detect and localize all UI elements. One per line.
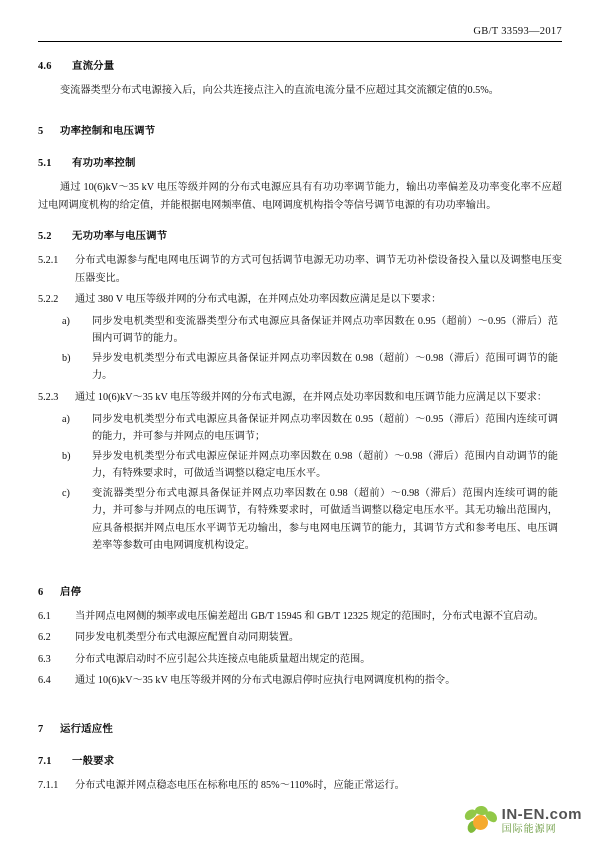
list-item-text: 变流器类型分布式电源具备保证并网点功率因数在 0.98（超前）～0.98（滞后）范围内连续可调的能力，并可参与并网点的电压调节，有特殊要求时，可做适当调整以稳定电压水平。其无功输出范围内，应具备根据并网点电压水平调节无功输出，参与电网电压调节的能力，其调节方式和参考电压、电压调差率等参数可由电网调度机构设定。 (92, 487, 558, 552)
clause-7-1-1 (38, 777, 562, 795)
clause-5-2-2 (38, 291, 562, 309)
heading-title: 运行适应性 (60, 724, 113, 736)
clause-label: 6.4 (38, 675, 51, 687)
heading-number: 6 (38, 586, 44, 598)
heading-5-1 (38, 155, 562, 173)
list-marker: a) (62, 315, 70, 327)
heading-number: 5.2 (38, 231, 52, 243)
heading-5 (38, 123, 562, 141)
clause-label: 6.1 (38, 610, 51, 622)
list-item-text: 异步发电机类型分布式电源应具备保证并网点功率因数在 0.98（超前）～0.98（滞后）范围可调节的能力。 (92, 352, 558, 382)
clause-label: 7.1.1 (38, 779, 59, 791)
paragraph-4-6: 变流器类型分布式电源接入后，向公共连接点注入的直流电流分量不应超过其交流额定值的0.5%。 (60, 84, 499, 96)
clause-6-2 (38, 629, 562, 647)
heading-number: 4.6 (38, 61, 52, 72)
clause-text: 同步发电机类型分布式电源应配置自动同期装置。 (75, 632, 300, 644)
page-header (38, 26, 562, 37)
clause-5-2-3 (38, 389, 562, 407)
heading-title: 直流分量 (72, 61, 115, 72)
header-rule (38, 41, 562, 42)
clause-5-2-1 (38, 252, 562, 287)
list-item (38, 485, 562, 555)
heading-6 (38, 584, 562, 602)
list-item-text: 同步发电机类型和变流器类型分布式电源应具备保证并网点功率因数在 0.95（超前）～0.95（滞后）范围内可调节的能力。 (92, 315, 558, 345)
standard-number: GB/T 33593—2017 (473, 26, 562, 37)
clause-6-4 (38, 672, 562, 690)
paragraph-5-1: 通过 10(6)kV～35 kV 电压等级并网的分布式电源应具有有功功率调节能力，输出功率偏差及功率变化率不应超过电网调度机构的给定值，并能根据电网频率值、电网调度机构指令等信号调节电源的有功功率输出。 (38, 182, 562, 211)
list-5-2-3 (38, 411, 562, 555)
clause-label: 6.3 (38, 653, 51, 665)
clause-text: 分布式电源并网点稳态电压在标称电压的 85%～110%时，应能正常运行。 (75, 779, 405, 791)
heading-number: 7 (38, 724, 44, 736)
clause-6-1 (38, 608, 562, 626)
list-marker: b) (62, 352, 71, 364)
heading-5-2 (38, 228, 562, 246)
document-body (38, 58, 562, 794)
heading-title: 启停 (60, 586, 82, 598)
list-item (38, 411, 562, 446)
clause-label: 6.2 (38, 632, 51, 644)
clause-label: 5.2.2 (38, 294, 59, 306)
clause-text: 当并网点电网侧的频率或电压偏差超出 GB/T 15945 和 GB/T 12325 规定的范围时，分布式电源不宜启动。 (75, 610, 544, 622)
clause-text: 通过 10(6)kV～35 kV 电压等级并网的分布式电源，在并网点处功率因数和电压调节能力应满足以下要求： (75, 392, 548, 404)
list-marker: a) (62, 413, 70, 425)
heading-number: 5 (38, 126, 44, 138)
clause-label: 5.2.3 (38, 392, 59, 404)
list-item (38, 313, 562, 348)
clause-text: 通过 10(6)kV～35 kV 电压等级并网的分布式电源启停时应执行电网调度机构的指令。 (75, 675, 456, 687)
list-5-2-2 (38, 313, 562, 385)
list-marker: c) (62, 487, 70, 499)
heading-7-1 (38, 753, 562, 771)
list-item (38, 350, 562, 385)
watermark-chinese: 国际能源网 (501, 823, 557, 835)
heading-title: 有功功率控制 (72, 158, 136, 170)
list-item-text: 异步发电机类型分布式电源应保证并网点功率因数在 0.98（超前）～0.98（滞后）范围内自动调节的能力，有特殊要求时，可做适当调整以稳定电压水平。 (92, 450, 558, 480)
sun-leaf-logo-icon (464, 806, 498, 836)
clause-text: 通过 380 V 电压等级并网的分布式电源，在并网点处功率因数应满足是以下要求： (75, 294, 442, 306)
list-item-text: 同步发电机类型分布式电源应具备保证并网点功率因数在 0.95（超前）～0.95（滞后）范围内连续可调的能力，并可参与并网点的电压调节； (92, 413, 558, 443)
heading-title: 无功功率与电压调节 (72, 231, 168, 243)
heading-title: 一般要求 (72, 755, 115, 767)
list-item (38, 448, 562, 483)
list-marker: b) (62, 450, 71, 462)
heading-number: 7.1 (38, 755, 52, 767)
clause-label: 5.2.1 (38, 255, 59, 267)
heading-7 (38, 721, 562, 739)
clause-6-3 (38, 651, 562, 669)
heading-number: 5.1 (38, 158, 52, 170)
heading-4-6 (38, 58, 562, 76)
clause-text: 分布式电源启动时不应引起公共连接点电能质量超出规定的范围。 (75, 653, 371, 665)
watermark-text (502, 807, 582, 835)
watermark (464, 806, 582, 836)
clause-text: 分布式电源参与配电网电压调节的方式可包括调节电源无功功率、调节无功补偿设备投入量以及调整电压变压器变比。 (75, 255, 562, 284)
heading-title: 功率控制和电压调节 (60, 126, 156, 138)
watermark-english: IN-EN.com (501, 806, 582, 824)
